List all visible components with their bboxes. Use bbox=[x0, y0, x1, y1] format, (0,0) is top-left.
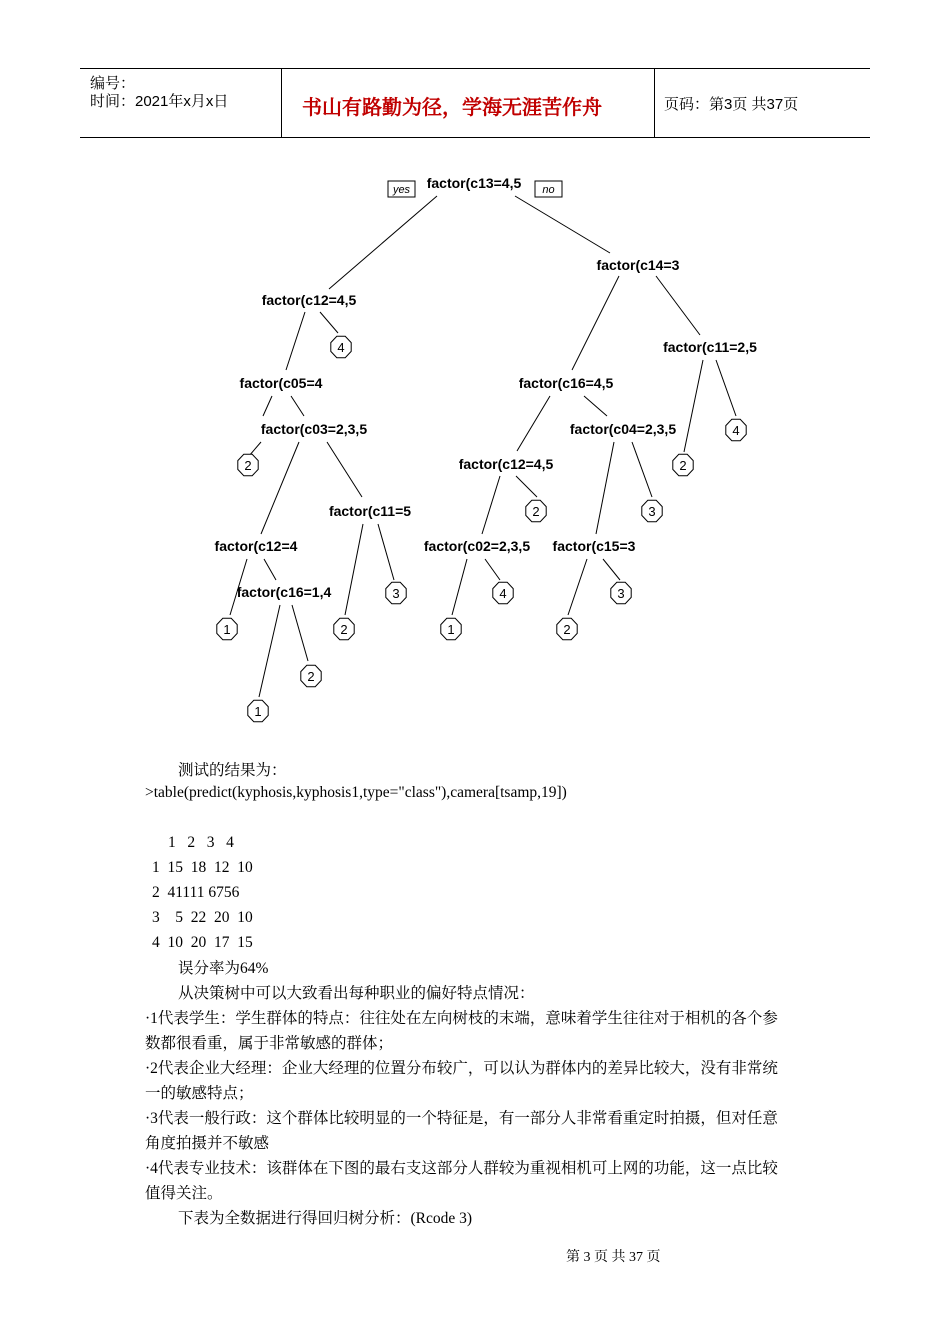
leaf-node-label: 3 bbox=[617, 586, 625, 601]
paragraph-line: ·3代表一般行政：这个群体比较明显的一个特征是，有一部分人非常看重定时拍摄，但对任意 bbox=[145, 1110, 778, 1127]
error-rate: 误分率为64% bbox=[178, 960, 269, 977]
table-row: 2 41111 6756 bbox=[152, 884, 240, 901]
leaf-node-label: 1 bbox=[447, 622, 455, 637]
r-command: >table(predict(kyphosis,kyphosis1,type="class"),camera[tsamp,19]) bbox=[145, 784, 567, 801]
paragraph-line: ·1代表学生：学生群体的特点：往往处在左向树枝的末端，意味着学生往往对于相机的各个参 bbox=[145, 1010, 778, 1027]
header-page-number: 页码：第3页 共37页 bbox=[664, 96, 799, 113]
table-row: 1 15 18 12 10 bbox=[152, 859, 253, 876]
leaf-node-label: 3 bbox=[648, 504, 656, 519]
header-divider bbox=[654, 69, 655, 137]
paragraph-line: 数都很看重，属于非常敏感的群体； bbox=[145, 1035, 394, 1052]
tree-node: factor(c12=4,5 bbox=[261, 292, 357, 308]
summary-text: 从决策树中可以大致看出每种职业的偏好特点情况： bbox=[178, 985, 535, 1002]
tree-node: factor(c11=5 bbox=[328, 503, 412, 519]
leaf-node-label: 2 bbox=[679, 458, 687, 473]
tree-node: factor(c16=1,4 bbox=[236, 584, 332, 600]
page-header bbox=[80, 68, 870, 138]
leaf-node-label: 2 bbox=[532, 504, 540, 519]
paragraph-line: ·2代表企业大经理：企业大经理的位置分布较广，可以认为群体内的差异比较大，没有非常统 bbox=[145, 1060, 778, 1077]
leaf-node-label: 4 bbox=[337, 340, 345, 355]
tree-node: factor(c12=4 bbox=[214, 538, 298, 554]
tree-node: factor(c13=4,5 bbox=[426, 175, 522, 191]
leaf-node-label: 2 bbox=[307, 669, 315, 684]
intro-text: 测试的结果为： bbox=[178, 762, 287, 779]
paragraph-line: 值得关注。 bbox=[145, 1185, 223, 1202]
yes-label: yes bbox=[392, 184, 411, 196]
table-row: 4 10 20 17 15 bbox=[152, 934, 253, 951]
leaf-node-label: 2 bbox=[244, 458, 252, 473]
leaf-node-label: 3 bbox=[392, 586, 400, 601]
paragraph-line: ·4代表专业技术：该群体在下图的最右支这部分人群较为重视相机可上网的功能，这一点比较 bbox=[145, 1160, 778, 1177]
tree-node: factor(c15=3 bbox=[552, 538, 636, 554]
tree-node: factor(c04=2,3,5 bbox=[569, 421, 677, 437]
header-divider bbox=[281, 69, 282, 137]
tree-node: factor(c12=4,5 bbox=[458, 456, 554, 472]
leaf-node-label: 1 bbox=[254, 704, 262, 719]
leaf-node-label: 2 bbox=[340, 622, 348, 637]
header-motto: 书山有路勤为径，学海无涯苦作舟 bbox=[302, 95, 602, 119]
tree-node: factor(c11=2,5 bbox=[663, 339, 757, 355]
decision-tree-figure bbox=[0, 160, 950, 740]
table-row: 3 5 22 20 10 bbox=[152, 909, 253, 926]
no-label: no bbox=[542, 184, 555, 196]
next-section-text: 下表为全数据进行得回归树分析：(Rcode 3) bbox=[178, 1210, 473, 1227]
tree-node: factor(c14=3 bbox=[596, 257, 680, 273]
tree-node: factor(c02=2,3,5 bbox=[423, 538, 531, 554]
paragraph-line: 角度拍摄并不敏感 bbox=[145, 1135, 270, 1152]
table-header: 1 2 3 4 bbox=[168, 834, 234, 851]
leaf-node-label: 4 bbox=[732, 423, 740, 438]
header-number: 编号： bbox=[90, 75, 136, 92]
leaf-node-label: 4 bbox=[499, 586, 507, 601]
header-time: 时间：2021年x月x日 bbox=[90, 93, 229, 110]
leaf-node-label: 1 bbox=[223, 622, 231, 637]
paragraph-line: 一的敏感特点； bbox=[145, 1085, 254, 1102]
tree-node: factor(c16=4,5 bbox=[518, 375, 614, 391]
page-footer: 第 3 页 共 37 页 bbox=[566, 1250, 661, 1265]
tree-node: factor(c03=2,3,5 bbox=[260, 421, 368, 437]
leaf-node-label: 2 bbox=[563, 622, 571, 637]
tree-node: factor(c05=4 bbox=[239, 375, 323, 391]
